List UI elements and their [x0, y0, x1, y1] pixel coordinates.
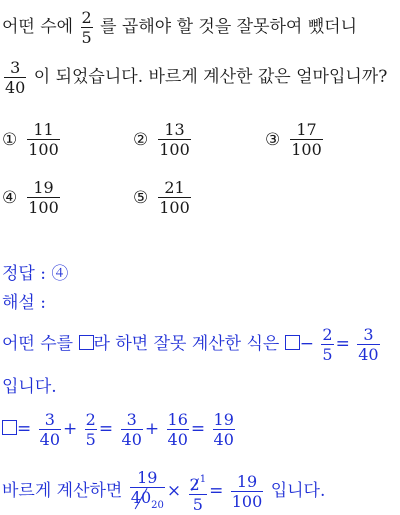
question-line-1: [2, 8, 357, 47]
question-line-2: [2, 58, 387, 97]
choice-5[interactable]: ⑤ $\frac{21}{100}$: [133, 178, 190, 217]
question-text: 를 곱해야 할 것을 잘못하여 뺐더니: [100, 17, 358, 37]
choice-4[interactable]: ④ $\frac{19}{100}$: [2, 178, 59, 217]
choice-2[interactable]: ② $\frac{13}{100}$: [133, 120, 190, 159]
answer-label: 정답 : ④: [2, 264, 69, 284]
choice-1[interactable]: ① $\frac{11}{100}$: [2, 120, 59, 159]
blank-box-icon: [2, 420, 17, 435]
choice-3[interactable]: ③ $\frac{17}{100}$: [265, 120, 322, 159]
question-text: 어떤 수에: [2, 17, 74, 37]
blank-box-icon: [285, 335, 300, 350]
explanation-label: 해설 :: [2, 293, 46, 313]
fraction-2-5: $\frac{2}{5}$: [81, 8, 92, 47]
blank-box-icon: [79, 335, 94, 350]
explanation-line-1: 어떤 수를 라 하면 잘못 계산한 식은 − $\frac{2}{5}$ = $\frac{3}{40}$: [2, 325, 379, 364]
explanation-final: 바르게 계산하면 $\frac{19}{40_{20}}$ × $\frac{2^1}{5}$ = $\frac{19}{100}$ 입니다.: [2, 468, 326, 514]
question-text: 이 되었습니다. 바르게 계산한 값은 얼마입니까?: [33, 67, 388, 87]
explanation-equation: = $\frac{3}{40}$ + $\frac{2}{5}$ = $\frac{3}{40}$ + $\frac{16}{40}$ = $\frac{19}{40}$: [2, 410, 237, 449]
fraction-3-40: $\frac{3}{40}$: [5, 58, 26, 97]
explanation-line-2: 입니다.: [2, 377, 57, 397]
